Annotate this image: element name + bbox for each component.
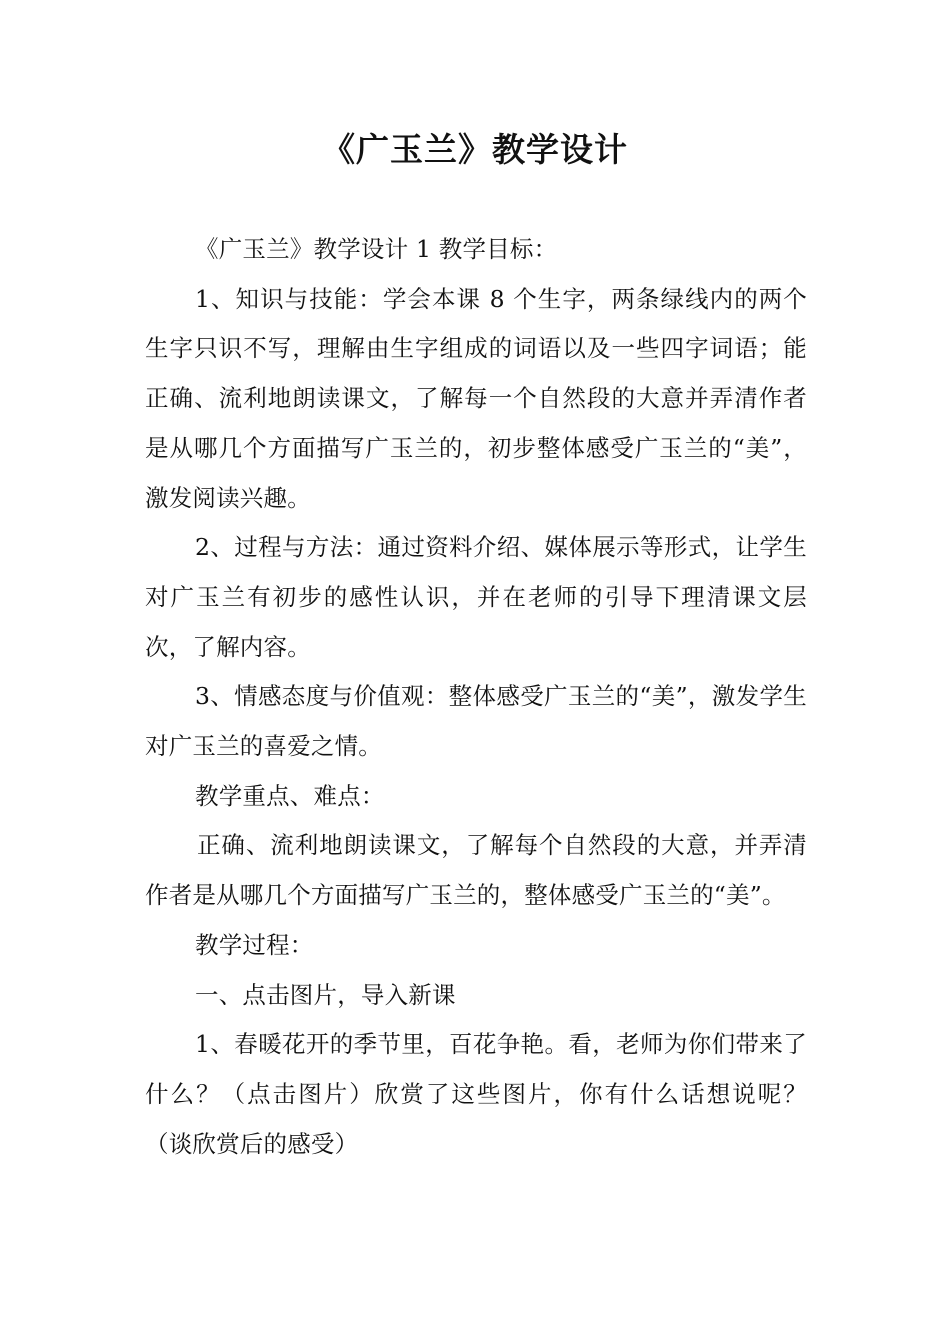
paragraph-process-methods: 2、过程与方法：通过资料介绍、媒体展示等形式，让学生对广玉兰有初步的感性认识，并在老师的引导下理清课文层次，了解内容。 xyxy=(145,533,807,661)
paragraph-section-one-heading: 一、点击图片，导入新课 xyxy=(195,980,456,1009)
document-body xyxy=(145,225,807,1169)
paragraph-section-one-step-one: 1、春暖花开的季节里，百花争艳。看，老师为你们带来了什么？（点击图片）欣赏了这些图片，你有什么话想说呢？（谈欣赏后的感受） xyxy=(145,1030,807,1158)
paragraph-key-points-heading: 教学重点、难点： xyxy=(195,781,385,810)
document-title: 《广玉兰》教学设计 xyxy=(322,130,628,169)
paragraph-objectives-heading: 《广玉兰》教学设计 1 教学目标： xyxy=(195,235,558,263)
paragraph-key-points: 正确、流利地朗读课文，了解每个自然段的大意，并弄清作者是从哪几个方面描写广玉兰的，整体感受广玉兰的“美”。 xyxy=(145,831,807,910)
paragraph-knowledge-skills: 1、知识与技能：学会本课 8 个生字，两条绿线内的两个生字只识不写，理解由生字组成的词语以及一些四字词语；能正确、流利地朗读课文，了解每一个自然段的大意并弄清作者是从哪几个方面描写广玉兰的，初步整体感受广玉兰的“美”，激发阅读兴趣。 xyxy=(145,284,807,512)
paragraph-process-heading: 教学过程： xyxy=(195,930,314,959)
paragraph-emotion-values: 3、情感态度与价值观：整体感受广玉兰的“美”，激发学生对广玉兰的喜爱之情。 xyxy=(145,682,807,761)
